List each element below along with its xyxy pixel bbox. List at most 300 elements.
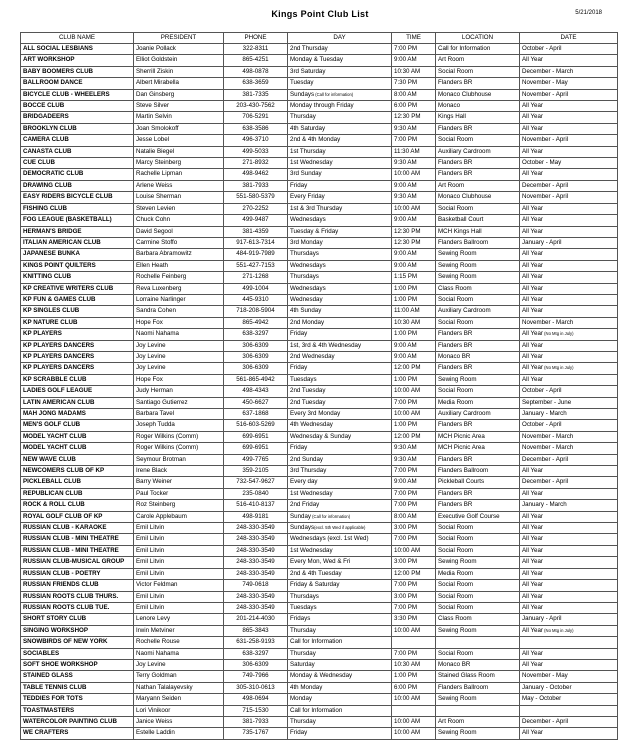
cell-club-name: WE CRAFTERS [21,728,134,739]
cell-phone: 498-0694 [224,694,288,705]
cell-day: Fridays [288,614,392,625]
cell-president: Emil Litvin [134,557,224,568]
table-row [21,66,618,77]
cell-time: 3:00 PM [392,523,436,534]
cell-date: December - April [520,180,618,191]
cell-president: Chuck Cohn [134,215,224,226]
cell-time: 9:00 AM [392,260,436,271]
cell-phone: 638-3659 [224,78,288,89]
cell-time: 10:00 AM [392,545,436,556]
column-header-club-name: CLUB NAME [21,33,134,44]
cell-club-name: FISHING CLUB [21,203,134,214]
cell-day: Tuesdays [288,374,392,385]
cell-location: Flanders BR [436,329,520,340]
cell-time: 12:30 PM [392,226,436,237]
cell-day: 1st Wednesday [288,545,392,556]
cell-location: Art Room [436,180,520,191]
cell-time: 11:00 AM [392,306,436,317]
table-row [21,682,618,693]
cell-date: All Year [520,488,618,499]
cell-phone: 322-8311 [224,44,288,55]
cell-time: 8:00 AM [392,511,436,522]
cell-club-name: JAPANESE BUNKA [21,249,134,260]
cell-day: Thursdays [288,249,392,260]
cell-president: Nathan Talalayevsky [134,682,224,693]
cell-location: Class Room [436,614,520,625]
cell-location: Flanders BR [436,500,520,511]
cell-phone: 732-547-9627 [224,477,288,488]
cell-time: 7:00 PM [392,602,436,613]
cell-phone: 637-1868 [224,409,288,420]
cell-day: Wednesdays [288,283,392,294]
cell-president: Emil Litvin [134,545,224,556]
column-header-phone: PHONE [224,33,288,44]
cell-phone: 735-1767 [224,728,288,739]
cell-date: All Year [520,545,618,556]
cell-club-name: CANASTA CLUB [21,146,134,157]
cell-day: 4th Monday [288,682,392,693]
cell-location: Flanders BR [436,158,520,169]
cell-time: 1:00 PM [392,294,436,305]
cell-president: Joanie Pollack [134,44,224,55]
table-row [21,158,618,169]
cell-time: 8:00 AM [392,89,436,100]
cell-time: 7:30 PM [392,78,436,89]
table-row [21,215,618,226]
cell-club-name: DRAWING CLUB [21,180,134,191]
cell-day: Tuesday & Friday [288,226,392,237]
cell-club-name: RUSSIAN ROOTS CLUB TUE. [21,602,134,613]
cell-day: Tuesdays [288,602,392,613]
table-row [21,500,618,511]
cell-president: Emil Litvin [134,568,224,579]
cell-day: Wednesday [288,294,392,305]
cell-club-name: MAH JONG MADAMS [21,409,134,420]
cell-president: Irwin Metviner [134,625,224,636]
cell-president: Lenore Levy [134,614,224,625]
cell-time: 6:00 PM [392,682,436,693]
cell-date: January - March [520,409,618,420]
cell-phone: 498-0878 [224,66,288,77]
cell-president: Dan Ginsberg [134,89,224,100]
cell-club-name: TABLE TENNIS CLUB [21,682,134,693]
cell-day: Saturday [288,659,392,670]
cell-day: Friday [288,363,392,374]
cell-date: All Year [520,466,618,477]
cell-president: Emil Litvin [134,523,224,534]
cell-phone: 248-330-3549 [224,568,288,579]
table-row [21,466,618,477]
cell-phone: 865-3843 [224,625,288,636]
cell-time: 10:00 AM [392,625,436,636]
cell-president: Seymour Brotman [134,454,224,465]
cell-president: Hope Fox [134,317,224,328]
cell-phone: 381-4359 [224,226,288,237]
cell-phone: 270-2252 [224,203,288,214]
cell-phone: 248-330-3549 [224,545,288,556]
cell-date: November - May [520,78,618,89]
cell-location: Social Room [436,602,520,613]
cell-location: Social Room [436,580,520,591]
table-row [21,568,618,579]
cell-day: Thursday [288,625,392,636]
cell-date: All Year [520,568,618,579]
cell-location: Sewing Room [436,694,520,705]
cell-location: Social Room [436,386,520,397]
cell-date: November - March [520,431,618,442]
cell-phone: 638-3297 [224,329,288,340]
cell-club-name: RUSSIAN CLUB - POETRY [21,568,134,579]
cell-time: 10:30 AM [392,66,436,77]
cell-day: 2nd Thursday [288,44,392,55]
cell-date: November - April [520,89,618,100]
cell-day: 1st Wednesday [288,158,392,169]
cell-club-name: BRIDGADEERS [21,112,134,123]
cell-day: Sundays(excl. 5th Wed if applicable) [288,523,392,534]
cell-location: Monaco BR [436,351,520,362]
cell-club-name: KNITTING CLUB [21,272,134,283]
cell-day: Thursdays [288,272,392,283]
cell-day: Wednesdays [288,260,392,271]
cell-club-name: BICYCLE CLUB - WHEELERS [21,89,134,100]
cell-location: Art Room [436,716,520,727]
table-row [21,477,618,488]
cell-president: Joseph Tudda [134,420,224,431]
cell-day: Friday & Saturday [288,580,392,591]
cell-president: Maryann Seiden [134,694,224,705]
table-row [21,192,618,203]
cell-day: 4th Saturday [288,123,392,134]
cell-date: All Year [520,511,618,522]
cell-phone: 248-330-3549 [224,557,288,568]
table-row [21,169,618,180]
cell-president: Janice Weiss [134,716,224,727]
cell-date: January - March [520,500,618,511]
cell-phone: 484-919-7989 [224,249,288,260]
cell-date: November - March [520,317,618,328]
cell-day: Sundays (Call for information) [288,89,392,100]
cell-date: All Year [520,557,618,568]
cell-club-name: KP CREATIVE WRITERS CLUB [21,283,134,294]
table-row [21,55,618,66]
cell-time: 12:00 PM [392,431,436,442]
cell-president: Barbara Tavel [134,409,224,420]
cell-president: David Segool [134,226,224,237]
cell-time: 10:00 AM [392,409,436,420]
cell-day: 2nd Sunday [288,454,392,465]
cell-date: October - May [520,158,618,169]
cell-phone: 749-0618 [224,580,288,591]
cell-phone: 917-613-7314 [224,237,288,248]
cell-day: Monday & Wednesday [288,671,392,682]
cell-day: 1st & 3rd Thursday [288,203,392,214]
cell-day: 2nd Monday [288,317,392,328]
cell-date: All Year [520,226,618,237]
cell-club-name: RUSSIAN CLUB-MUSICAL GROUP [21,557,134,568]
cell-location: Basketball Court [436,215,520,226]
cell-club-name: REPUBLICAN CLUB [21,488,134,499]
cell-phone: 699-6951 [224,443,288,454]
cell-day: 2nd Friday [288,500,392,511]
cell-day: Thursdays [288,591,392,602]
cell-location: Social Room [436,591,520,602]
cell-day: Friday [288,728,392,739]
cell-president: Joan Smolokoff [134,123,224,134]
cell-date: All Year [520,249,618,260]
table-row [21,249,618,260]
table-row [21,386,618,397]
cell-location: Flanders Ballroom [436,682,520,693]
cell-location: Sewing Room [436,374,520,385]
cell-location: Flanders BR [436,123,520,134]
table-row [21,409,618,420]
cell-location: Flanders BR [436,420,520,431]
cell-date: All Year [520,728,618,739]
cell-president: Rachelle Lipman [134,169,224,180]
cell-phone: 498-9181 [224,511,288,522]
cell-club-name: HERMAN'S BRIDGE [21,226,134,237]
cell-day: 2nd & 4th Tuesday [288,568,392,579]
cell-day: 3rd Sunday [288,169,392,180]
cell-president: Roger Wilkins (Comm) [134,443,224,454]
cell-location: Sewing Room [436,728,520,739]
cell-day: 3rd Saturday [288,66,392,77]
cell-club-name: ART WORKSHOP [21,55,134,66]
cell-day: Every 3rd Monday [288,409,392,420]
cell-date: All Year [520,215,618,226]
cell-club-name: PICKLEBALL CLUB [21,477,134,488]
cell-club-name: BABY BOOMERS CLUB [21,66,134,77]
cell-phone: 749-7966 [224,671,288,682]
cell-date: All Year (No Mtg in July) [520,329,618,340]
cell-day: Monday through Friday [288,101,392,112]
cell-president: Hope Fox [134,374,224,385]
cell-location: Monaco BR [436,659,520,670]
table-row [21,557,618,568]
cell-president: Louise Sherman [134,192,224,203]
table-row [21,659,618,670]
table-row [21,523,618,534]
cell-club-name: RUSSIAN CLUB - KARAOKE [21,523,134,534]
cell-day: 1st, 3rd & 4th Wednesday [288,340,392,351]
cell-day: 4th Sunday [288,306,392,317]
cell-day: Call for Information [288,705,392,716]
cell-time: 12:30 PM [392,237,436,248]
cell-location: Auxiliary Cardroom [436,146,520,157]
cell-club-name: NEW WAVE CLUB [21,454,134,465]
cell-president: Reva Luxenberg [134,283,224,294]
cell-club-name: KP SCRABBLE CLUB [21,374,134,385]
cell-club-name: TOASTMASTERS [21,705,134,716]
cell-day: Friday [288,443,392,454]
cell-president: Jesse Lobel [134,135,224,146]
cell-president: Judy Herman [134,386,224,397]
cell-location: Social Room [436,648,520,659]
cell-president: Lorraine Narlinger [134,294,224,305]
table-row [21,180,618,191]
cell-club-name: SOCIABLES [21,648,134,659]
cell-phone: 248-330-3549 [224,523,288,534]
cell-president: Irene Black [134,466,224,477]
cell-president: Elliot Goldstein [134,55,224,66]
table-row [21,89,618,100]
cell-day: Every Mon, Wed & Fri [288,557,392,568]
cell-club-name: ITALIAN AMERICAN CLUB [21,237,134,248]
cell-club-name: KINGS POINT QUILTERS [21,260,134,271]
cell-phone: 381-7335 [224,89,288,100]
cell-date: All Year [520,534,618,545]
cell-location: Social Room [436,135,520,146]
cell-location: MCH Picnic Area [436,443,520,454]
cell-phone: 551-580-5379 [224,192,288,203]
cell-date [520,705,618,716]
cell-day: 2nd Tuesday [288,386,392,397]
cell-phone: 305-310-0613 [224,682,288,693]
cell-president: Albert Mirabella [134,78,224,89]
cell-location: Auxiliary Cardroom [436,409,520,420]
cell-president: Ellen Heath [134,260,224,271]
cell-date: All Year [520,146,618,157]
table-row [21,443,618,454]
cell-day: Call for Information [288,637,392,648]
cell-time: 10:00 AM [392,728,436,739]
cell-day: Friday [288,180,392,191]
cell-day: Wednesdays [288,215,392,226]
cell-president: Paul Tocker [134,488,224,499]
cell-location: Auxiliary Cardroom [436,306,520,317]
table-row [21,591,618,602]
cell-date: All Year (No Mtg in July) [520,363,618,374]
cell-president: Arlene Weiss [134,180,224,191]
cell-date: November - March [520,443,618,454]
cell-time: 1:00 PM [392,329,436,340]
cell-day: Thursday [288,716,392,727]
table-row [21,534,618,545]
cell-date: All Year [520,260,618,271]
column-header-time: TIME [392,33,436,44]
cell-day: 3rd Thursday [288,466,392,477]
cell-phone: 498-4343 [224,386,288,397]
cell-day: Monday [288,694,392,705]
cell-date: All Year (No Mtg in July) [520,625,618,636]
cell-phone: 499-7765 [224,454,288,465]
cell-president: Barbara Abramowitz [134,249,224,260]
cell-time: 9:30 AM [392,123,436,134]
cell-club-name: KP PLAYERS DANCERS [21,351,134,362]
cell-club-name: MODEL YACHT CLUB [21,443,134,454]
column-header-location: LOCATION [436,33,520,44]
cell-location: Monaco [436,101,520,112]
cell-date: All Year [520,523,618,534]
cell-time: 7:00 PM [392,135,436,146]
cell-date: All Year [520,294,618,305]
cell-location: Pickleball Courts [436,477,520,488]
table-row [21,374,618,385]
table-row [21,294,618,305]
cell-date: All Year [520,306,618,317]
cell-club-name: SINGING WORKSHOP [21,625,134,636]
cell-location: Flanders BR [436,169,520,180]
cell-time: 9:00 AM [392,477,436,488]
cell-time: 6:00 PM [392,101,436,112]
cell-location: Kings Hall [436,112,520,123]
cell-time: 1:15 PM [392,272,436,283]
cell-phone: 865-4942 [224,317,288,328]
table-row [21,272,618,283]
cell-date [520,637,618,648]
cell-time: 10:00 AM [392,694,436,705]
cell-president: Sandra Cohen [134,306,224,317]
cell-club-name: LADIES GOLF LEAGUE [21,386,134,397]
cell-date: All Year [520,112,618,123]
cell-phone: 638-3586 [224,123,288,134]
table-row [21,340,618,351]
cell-time: 9:30 AM [392,158,436,169]
cell-location: Social Room [436,317,520,328]
table-row [21,146,618,157]
cell-date: All Year [520,591,618,602]
cell-day: Every day [288,477,392,488]
cell-date: November - April [520,192,618,203]
cell-time: 7:00 PM [392,466,436,477]
cell-phone: 499-1004 [224,283,288,294]
cell-phone: 498-9462 [224,169,288,180]
cell-date: All Year [520,580,618,591]
table-row [21,306,618,317]
cell-club-name: RUSSIAN CLUB - MINI THEATRE [21,545,134,556]
document-date: 5/21/2018 [575,10,602,16]
cell-date: All Year [520,123,618,134]
table-row [21,44,618,55]
cell-time: 9:00 AM [392,215,436,226]
cell-day: Sunday (Call for information) [288,511,392,522]
table-body [21,44,618,740]
cell-phone: 271-1268 [224,272,288,283]
table-row [21,78,618,89]
cell-president: Santiago Gutierrez [134,397,224,408]
club-table [20,32,618,740]
cell-time: 9:00 AM [392,249,436,260]
cell-phone: 203-430-7562 [224,101,288,112]
cell-president: Joy Levine [134,659,224,670]
cell-club-name: RUSSIAN CLUB - MINI THEATRE [21,534,134,545]
cell-phone: 248-330-3549 [224,602,288,613]
table-row [21,694,618,705]
table-row [21,614,618,625]
cell-day: Wednesdays (excl. 1st Wed) [288,534,392,545]
table-row [21,454,618,465]
cell-club-name: EASY RIDERS BICYCLE CLUB [21,192,134,203]
table-row [21,363,618,374]
cell-time: 1:00 PM [392,283,436,294]
cell-club-name: CUE CLUB [21,158,134,169]
cell-club-name: STAINED GLASS [21,671,134,682]
cell-date: May - October [520,694,618,705]
cell-club-name: KP SINGLES CLUB [21,306,134,317]
cell-club-name: KP NATURE CLUB [21,317,134,328]
cell-club-name: RUSSIAN ROOTS CLUB THURS. [21,591,134,602]
cell-phone: 306-6309 [224,363,288,374]
cell-club-name: ALL SOCIAL LESBIANS [21,44,134,55]
table-header-row [21,33,618,44]
cell-time: 9:30 AM [392,454,436,465]
cell-phone: 235-0840 [224,488,288,499]
cell-location: Social Room [436,294,520,305]
cell-time: 9:30 AM [392,192,436,203]
cell-date: December - April [520,716,618,727]
cell-time: 3:00 PM [392,557,436,568]
cell-president: Victor Feldman [134,580,224,591]
